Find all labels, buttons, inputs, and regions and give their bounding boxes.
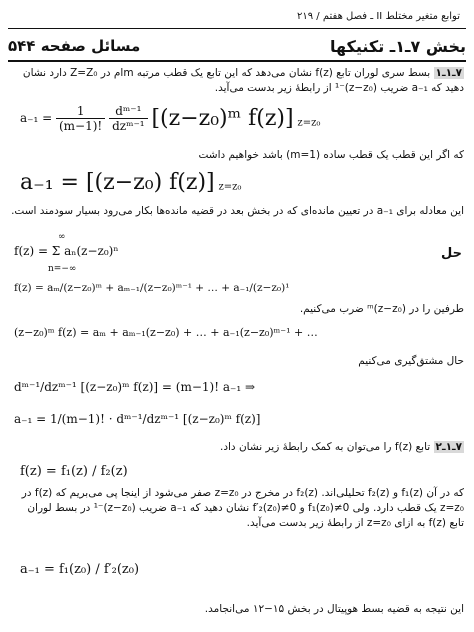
running-head <box>8 4 466 29</box>
problem-2-condition-paragraph: که در آن f₁(z) و f₂(z) تحلیلی‌اند. f₂(z) در مخرج در z=z₀ صفر می‌شود از اینجا پی می‌بریم که f(z) در z=z₀ یک قطب دارد. ولی f₁(z₀)≠0 و f′₂(z₀)≠0 نشان دهید که a₋₁ ضریب (z−z₀)⁻¹ در بسط لوران تابع f(z) به ازای z=z₀ از رابطهٔ زیر بدست می‌آید. <box>21 487 464 529</box>
problem-2-text: تابع f(z) را می‌توان به کمک رابطهٔ زیر نشان داد. <box>220 441 431 453</box>
problem-1-text: بسط سری لوران تابع f(z) نشان می‌دهد که این تابع یک قطب مرتبه mام در Z=Z₀ دارد نشان دهید که a₋₁ ضریب (z−z₀)⁻¹ از رابطهٔ زیر بدست می‌آید. <box>22 67 464 94</box>
section-title: بخش ۷ـ۱ـ تکنیکها <box>329 36 466 56</box>
equation-laurent-series <box>14 244 119 258</box>
eq3-left: f(z) = Σ aₙ(z−z₀)ⁿ <box>14 244 119 258</box>
equation-simple-pole <box>20 170 241 195</box>
multiply-paragraph: طرفین را در (z−z₀)ᵐ ضرب می‌کنیم. <box>299 303 464 315</box>
eq1-num: 1 <box>56 104 105 119</box>
differentiate-paragraph: حال مشتق‌گیری می‌کنیم <box>358 355 464 367</box>
eq2-sub: z=z₀ <box>218 181 242 193</box>
problem-tag-1: ۷ـ۱ـ۱ <box>435 67 462 79</box>
eq1-body: [(z−z₀)ᵐ f(z)] <box>151 106 294 131</box>
eq1-dnum: dᵐ⁻¹ <box>109 104 148 119</box>
eq2-body: a₋₁ = [(z−z₀) f(z)] <box>20 170 215 195</box>
eq1-dden: dzᵐ⁻¹ <box>112 119 145 133</box>
equation-result: a₋₁ = 1/(m−1)! · dᵐ⁻¹/dzᵐ⁻¹ [(z−z₀)ᵐ f(z)] <box>14 412 261 426</box>
eq1-derivative <box>109 104 148 133</box>
eq1-lhs: a₋₁ = <box>20 111 53 125</box>
simple-pole-paragraph: که اگر این قطب یک قطب ساده (m=1) باشد خواهیم داشت <box>198 149 464 161</box>
problem-2-paragraph <box>10 440 464 455</box>
sum-upper-limit: ∞ <box>58 232 66 242</box>
section-header <box>8 32 466 62</box>
eq1-den: (m−1)! <box>59 119 103 133</box>
eq1-fraction <box>56 104 105 133</box>
usefulness-paragraph: این معادله برای a₋₁ در تعیین مانده‌ای که در بخش بعد در قضیه مانده‌ها بکار می‌رود بسیار سودمند است. <box>11 205 464 217</box>
equation-quotient: f(z) = f₁(z) / f₂(z) <box>20 464 128 479</box>
sum-lower-limit: n=−∞ <box>48 264 77 274</box>
running-head-text: توابع متغیر مختلط II ـ فصل هفتم / ۲۱۹ <box>297 10 460 22</box>
equation-derivative: dᵐ⁻¹/dzᵐ⁻¹ [(z−z₀)ᵐ f(z)] = (m−1)! a₋₁ ⇒ <box>14 380 256 394</box>
eq1-sub: z=z₀ <box>297 117 321 129</box>
equation-laurent-expanded: f(z) = aₘ/(z−z₀)ᵐ + aₘ₋₁/(z−z₀)ᵐ⁻¹ + … + a₋₁/(z−z₀)¹ <box>14 282 290 294</box>
conclusion-paragraph: این نتیجه به قضیه بسط هوپیتال در بخش ۱۵−۱۲ می‌انجامد. <box>204 603 464 615</box>
equation-multiplied: (z−z₀)ᵐ f(z) = aₘ + aₘ₋₁(z−z₀) + … + a₋₁(z−z₀)ᵐ⁻¹ + … <box>14 326 318 339</box>
problems-reference: مسائل صفحه ۵۴۴ <box>8 37 141 55</box>
problem-tag-2: ۷ـ۱ـ۲ <box>435 441 462 453</box>
solution-label: حل <box>441 246 462 261</box>
problem-1-paragraph <box>10 66 464 96</box>
equation-lhopital: a₋₁ = f₁(z₀) / f′₂(z₀) <box>20 562 140 577</box>
equation-residue-general <box>20 104 320 133</box>
